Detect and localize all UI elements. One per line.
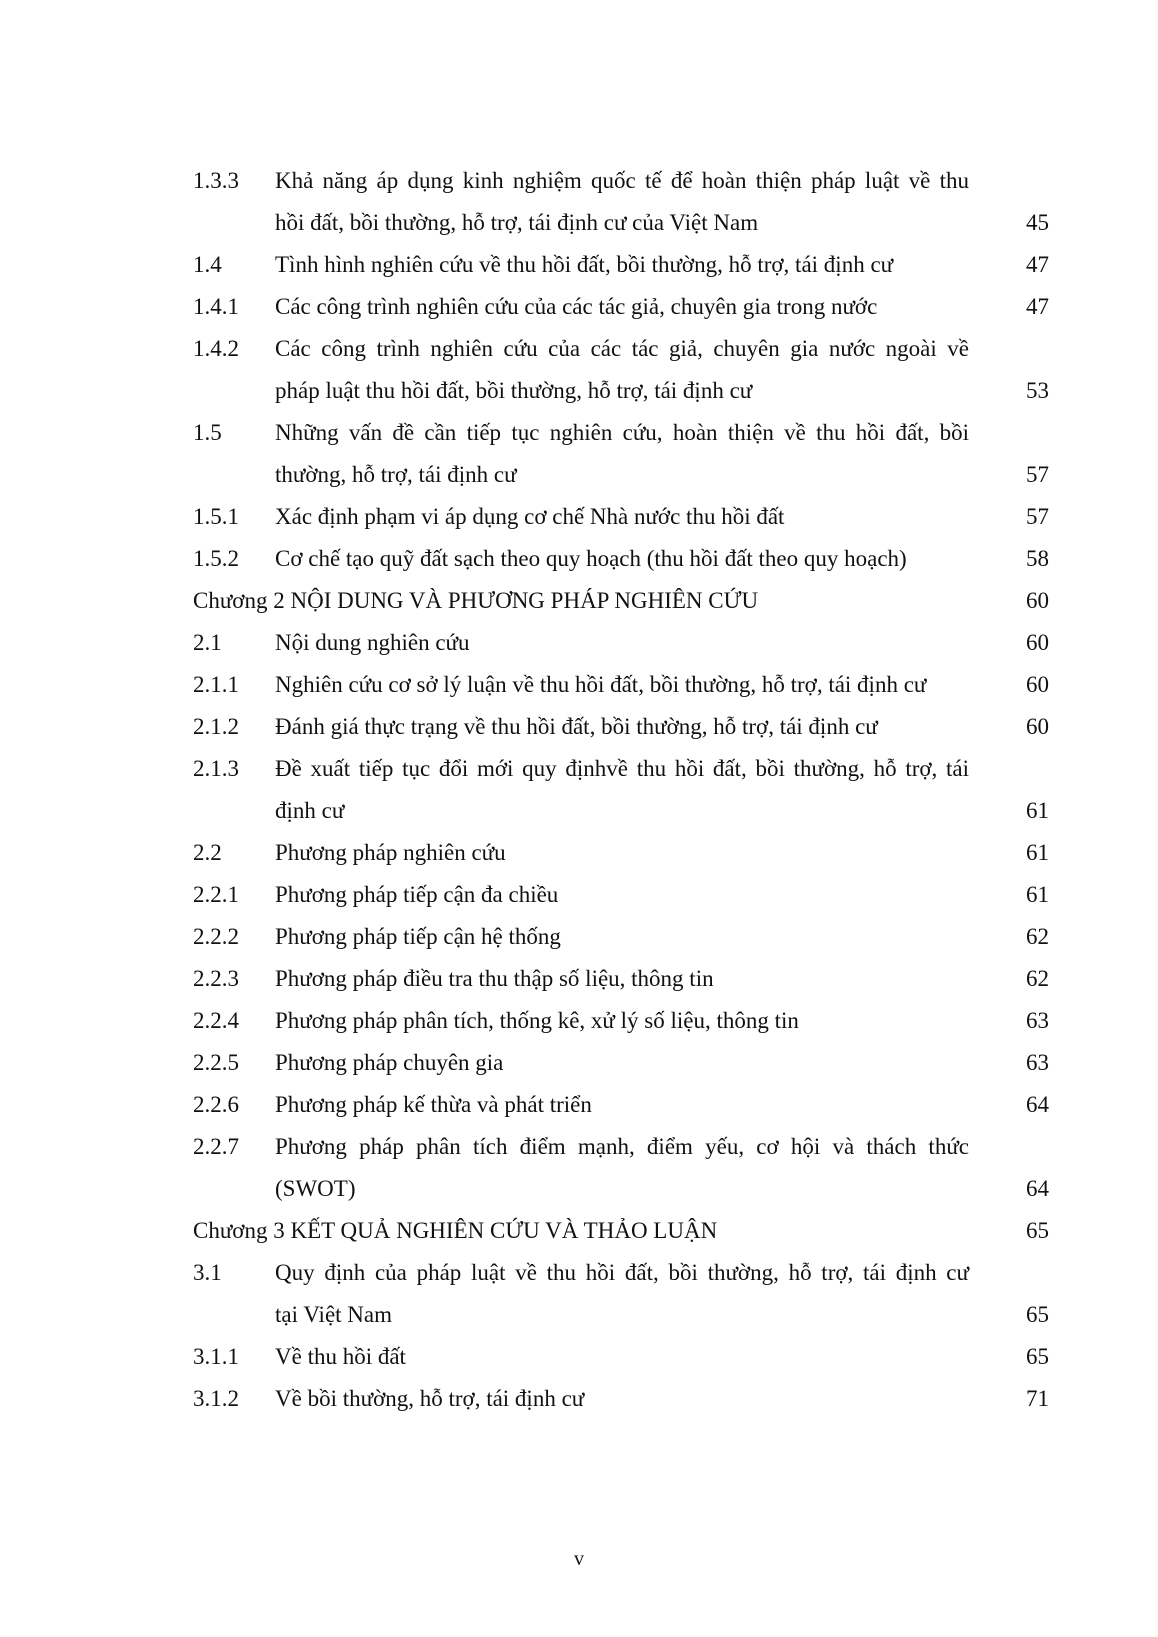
toc-entry-title: Phương pháp kế thừa và phát triển: [275, 1092, 592, 1117]
toc-entry: [193, 286, 1049, 328]
toc-entry-title: Về thu hồi đất: [275, 1344, 406, 1369]
toc-entry-line: [193, 454, 1049, 496]
toc-entry-page: 53: [1026, 378, 1049, 403]
toc-entry-number: 1.5.2: [193, 546, 239, 571]
toc-entry-line: [193, 790, 1049, 832]
toc-entry-title: Các công trình nghiên cứu của các tác giả, chuyên gia trong nước: [275, 294, 878, 319]
toc-entry-number: 1.5.1: [193, 504, 239, 529]
toc-entry-title: pháp luật thu hồi đất, bồi thường, hỗ trợ, tái định cư: [275, 378, 753, 403]
toc-entry-page: 62: [1026, 924, 1049, 949]
toc-entry-page: 47: [1026, 294, 1049, 319]
toc-entry-number: 2.2: [193, 840, 222, 865]
toc-entry: [193, 412, 1049, 496]
toc-entry: [193, 832, 1049, 874]
toc-chapter-entry: [193, 580, 1049, 622]
toc-entry-title: Phương pháp chuyên gia: [275, 1050, 504, 1075]
toc-entry-page: 71: [1026, 1386, 1049, 1411]
toc-entry-page: 60: [1026, 630, 1049, 655]
toc-entry-number: 2.2.3: [193, 966, 239, 991]
toc-entry-title: Chương 3 KẾT QUẢ NGHIÊN CỨU VÀ THẢO LUẬN: [193, 1218, 718, 1243]
toc-entry-line: [193, 580, 1049, 622]
toc-entry: [193, 664, 1049, 706]
toc-entry-title: Đề xuất tiếp tục đổi mới quy địnhvề thu hồi đất, bồi thường, hỗ trợ, tái: [275, 756, 969, 781]
toc-entry: [193, 958, 1049, 1000]
toc-entry-page: 60: [1026, 672, 1049, 697]
toc-entry-line: [193, 1210, 1049, 1252]
toc-entry: [193, 1084, 1049, 1126]
toc-entry-page: 63: [1026, 1050, 1049, 1075]
toc-entry-page: 47: [1026, 252, 1049, 277]
toc-entry-line: [193, 328, 1049, 370]
toc-entry-line: [193, 1378, 1049, 1420]
toc-entry-line: [193, 1336, 1049, 1378]
toc-entry-title: tại Việt Nam: [275, 1302, 392, 1327]
toc-entry-title: Những vấn đề cần tiếp tục nghiên cứu, hoàn thiện về thu hồi đất, bồi: [275, 420, 969, 445]
toc-entry: [193, 916, 1049, 958]
toc-entry-number: 1.5: [193, 420, 222, 445]
table-of-contents: [193, 160, 1049, 1420]
toc-entry-number: 2.2.6: [193, 1092, 239, 1117]
toc-entry-number: 2.1.2: [193, 714, 239, 739]
toc-entry-title: Nội dung nghiên cứu: [275, 630, 470, 655]
toc-entry-title: Phương pháp tiếp cận đa chiều: [275, 882, 559, 907]
toc-entry-title: Tình hình nghiên cứu về thu hồi đất, bồi thường, hỗ trợ, tái định cư: [275, 252, 894, 277]
toc-entry: [193, 328, 1049, 412]
toc-entry-page: 61: [1026, 798, 1049, 823]
toc-entry-number: 1.4: [193, 252, 222, 277]
toc-entry-title: Chương 2 NỘI DUNG VÀ PHƯƠNG PHÁP NGHIÊN CỨU: [193, 588, 759, 613]
toc-entry-number: 1.4.1: [193, 294, 239, 319]
toc-entry: [193, 1252, 1049, 1336]
toc-entry-title: Cơ chế tạo quỹ đất sạch theo quy hoạch (thu hồi đất theo quy hoạch): [275, 546, 907, 571]
toc-entry-page: 63: [1026, 1008, 1049, 1033]
toc-entry-line: [193, 832, 1049, 874]
toc-entry-line: [193, 202, 1049, 244]
toc-entry-number: 1.3.3: [193, 168, 239, 193]
toc-entry-line: [193, 1084, 1049, 1126]
toc-entry-title: Nghiên cứu cơ sở lý luận về thu hồi đất, bồi thường, hỗ trợ, tái định cư: [275, 672, 927, 697]
toc-entry-line: [193, 622, 1049, 664]
toc-entry: [193, 1336, 1049, 1378]
toc-entry-title: Quy định của pháp luật về thu hồi đất, bồi thường, hỗ trợ, tái định cư: [275, 1260, 969, 1285]
toc-entry: [193, 244, 1049, 286]
toc-entry-title: Các công trình nghiên cứu của các tác giả, chuyên gia nước ngoài về: [275, 336, 969, 361]
toc-entry-line: [193, 1294, 1049, 1336]
toc-entry-line: [193, 916, 1049, 958]
toc-entry-page: 60: [1026, 588, 1049, 613]
toc-entry-page: 45: [1026, 210, 1049, 235]
toc-entry-line: [193, 1168, 1049, 1210]
toc-entry-page: 65: [1026, 1218, 1049, 1243]
toc-entry-number: 2.2.2: [193, 924, 239, 949]
toc-entry: [193, 1000, 1049, 1042]
toc-entry-line: [193, 874, 1049, 916]
toc-entry: [193, 1378, 1049, 1420]
toc-entry-number: 3.1: [193, 1260, 222, 1285]
toc-entry-line: [193, 412, 1049, 454]
toc-entry-title: hồi đất, bồi thường, hỗ trợ, tái định cư của Việt Nam: [275, 210, 759, 235]
toc-entry-line: [193, 1042, 1049, 1084]
toc-entry-line: [193, 1126, 1049, 1168]
toc-entry-line: [193, 958, 1049, 1000]
toc-entry-page: 65: [1026, 1344, 1049, 1369]
toc-entry-title: Khả năng áp dụng kinh nghiệm quốc tế để hoàn thiện pháp luật về thu: [275, 168, 969, 193]
toc-entry-title: Phương pháp nghiên cứu: [275, 840, 506, 865]
toc-entry-number: 2.2.5: [193, 1050, 239, 1075]
toc-entry-line: [193, 706, 1049, 748]
toc-entry-title: Phương pháp phân tích, thống kê, xử lý số liệu, thông tin: [275, 1008, 799, 1033]
toc-entry-number: 3.1.1: [193, 1344, 239, 1369]
toc-entry-line: [193, 244, 1049, 286]
toc-entry-page: 64: [1026, 1092, 1049, 1117]
toc-entry-number: 2.2.4: [193, 1008, 239, 1033]
toc-entry-page: 64: [1026, 1176, 1049, 1201]
page-number-footer: v: [574, 1548, 584, 1570]
toc-chapter-entry: [193, 1210, 1049, 1252]
toc-entry-line: [193, 160, 1049, 202]
toc-entry: [193, 1126, 1049, 1210]
toc-entry-number: 2.2.1: [193, 882, 239, 907]
toc-entry-title: Phương pháp phân tích điểm mạnh, điểm yếu, cơ hội và thách thức: [275, 1134, 969, 1159]
toc-entry-title: Phương pháp điều tra thu thập số liệu, thông tin: [275, 966, 714, 991]
toc-entry-page: 65: [1026, 1302, 1049, 1327]
toc-entry: [193, 874, 1049, 916]
toc-entry-title: Về bồi thường, hỗ trợ, tái định cư: [275, 1386, 585, 1411]
toc-entry-line: [193, 370, 1049, 412]
toc-entry-line: [193, 748, 1049, 790]
toc-entry-line: [193, 496, 1049, 538]
toc-entry-line: [193, 538, 1049, 580]
toc-entry-number: 1.4.2: [193, 336, 239, 361]
toc-entry-number: 2.1.3: [193, 756, 239, 781]
toc-entry: [193, 1042, 1049, 1084]
toc-entry-title: định cư: [275, 798, 345, 823]
toc-entry-title: thường, hỗ trợ, tái định cư: [275, 462, 517, 487]
toc-entry-number: 2.2.7: [193, 1134, 239, 1159]
toc-entry: [193, 748, 1049, 832]
toc-entry-page: 62: [1026, 966, 1049, 991]
toc-entry: [193, 496, 1049, 538]
toc-entry-number: 2.1: [193, 630, 222, 655]
toc-entry-line: [193, 664, 1049, 706]
toc-entry-page: 58: [1026, 546, 1049, 571]
toc-entry: [193, 160, 1049, 244]
toc-entry: [193, 706, 1049, 748]
toc-entry-page: 57: [1026, 504, 1049, 529]
toc-entry-page: 61: [1026, 882, 1049, 907]
toc-entry-number: 2.1.1: [193, 672, 239, 697]
toc-entry: [193, 538, 1049, 580]
toc-entry-page: 60: [1026, 714, 1049, 739]
toc-entry: [193, 622, 1049, 664]
toc-entry-title: Phương pháp tiếp cận hệ thống: [275, 924, 561, 949]
toc-entry-line: [193, 1252, 1049, 1294]
toc-entry-title: Đánh giá thực trạng về thu hồi đất, bồi thường, hỗ trợ, tái định cư: [275, 714, 878, 739]
toc-entry-page: 57: [1026, 462, 1049, 487]
toc-entry-line: [193, 1000, 1049, 1042]
toc-entry-line: [193, 286, 1049, 328]
toc-entry-page: 61: [1026, 840, 1049, 865]
toc-entry-number: 3.1.2: [193, 1386, 239, 1411]
toc-entry-title: (SWOT): [275, 1176, 356, 1201]
toc-entry-title: Xác định phạm vi áp dụng cơ chế Nhà nước thu hồi đất: [275, 504, 785, 529]
